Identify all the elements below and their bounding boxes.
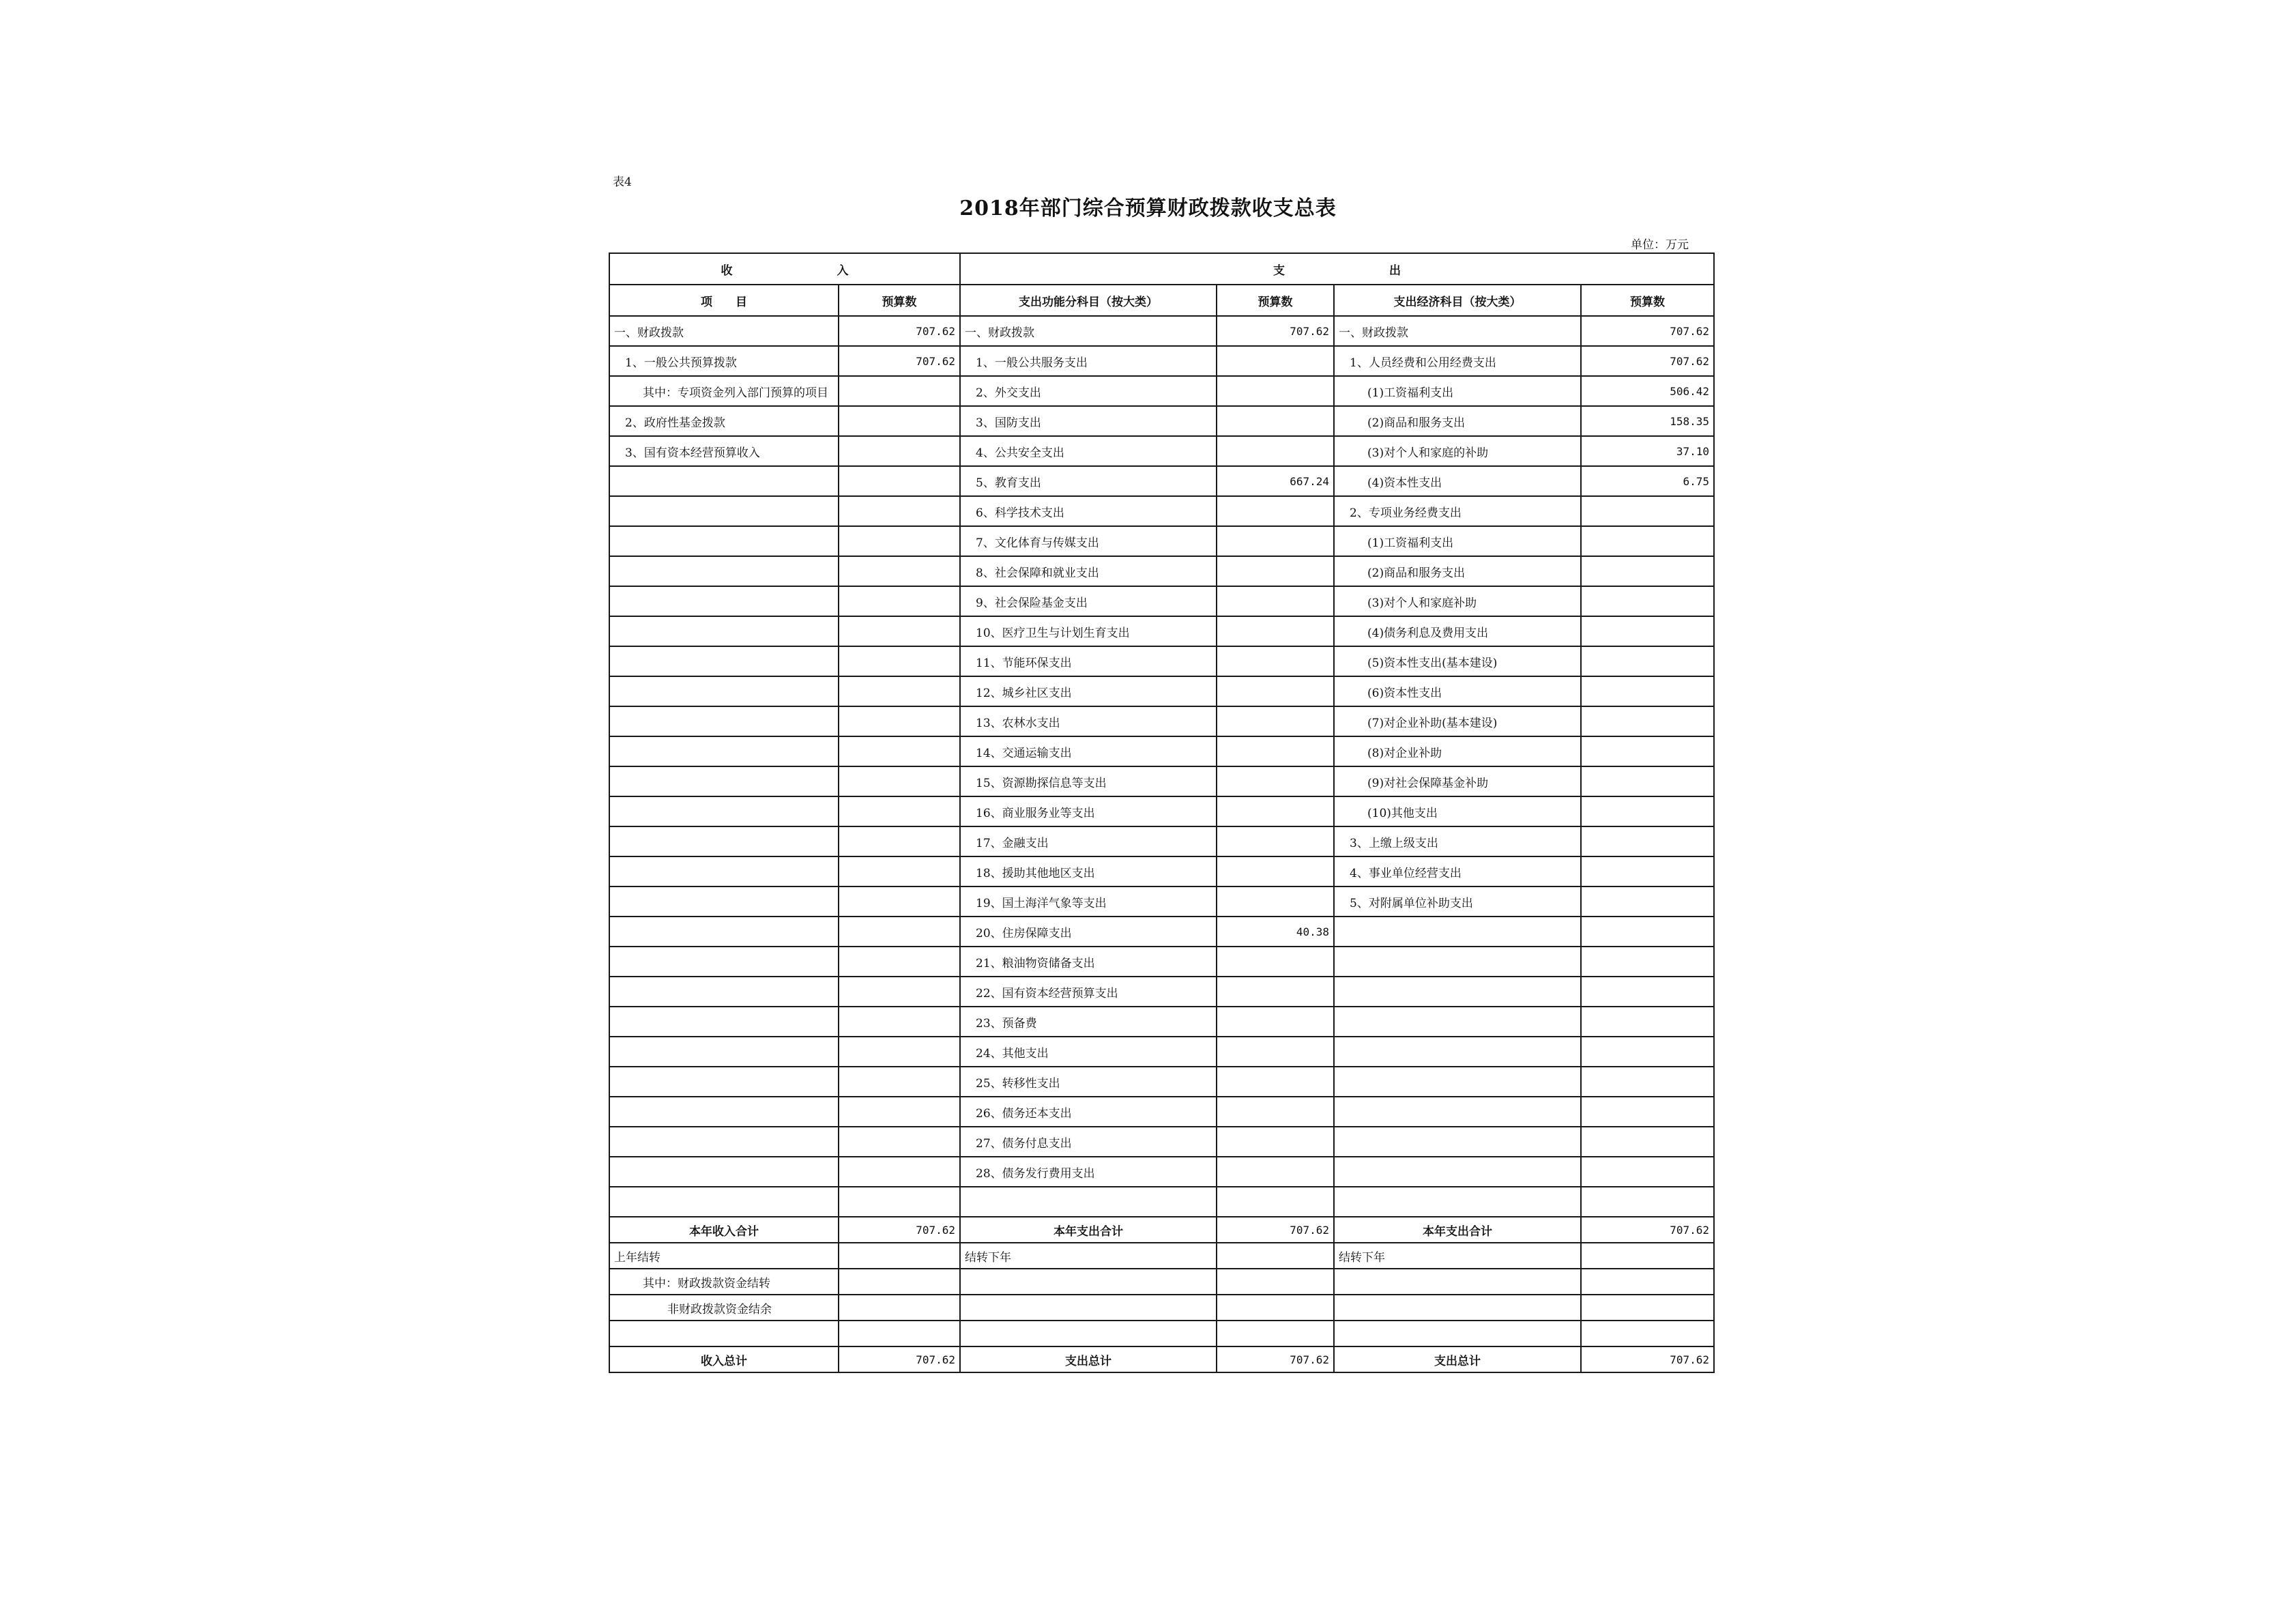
- economic-budget-cell: [1581, 977, 1714, 1007]
- function-subject-cell: 13、农林水支出: [960, 706, 1217, 736]
- economic-subject-cell: (5)资本性支出(基本建设): [1334, 646, 1581, 676]
- function-subject-cell: 10、医疗卫生与计划生育支出: [960, 616, 1217, 646]
- economic-budget-cell: [1581, 1187, 1714, 1217]
- income-item-cell: [609, 556, 839, 586]
- function-budget-cell: [1217, 376, 1334, 406]
- table-row: [609, 436, 1714, 466]
- economic-subject-cell: (8)对企业补助: [1334, 736, 1581, 766]
- table-row: [609, 826, 1714, 856]
- economic-budget-cell: [1581, 1007, 1714, 1037]
- budget-summary-table: [609, 253, 1715, 1373]
- income-budget-cell: [839, 1187, 960, 1217]
- function-subject-cell: 18、援助其他地区支出: [960, 856, 1217, 887]
- income-item-cell: [609, 826, 839, 856]
- function-subject-cell: 7、文化体育与传媒支出: [960, 526, 1217, 556]
- economic-budget-cell: [1581, 1157, 1714, 1187]
- table-row: [609, 616, 1714, 646]
- income-item-cell: [609, 1187, 839, 1217]
- economic-budget-cell: [1581, 706, 1714, 736]
- economic-budget-cell: 506.42: [1581, 376, 1714, 406]
- economic-budget-cell: [1581, 856, 1714, 887]
- income-budget-cell: [839, 676, 960, 706]
- table-row: [609, 736, 1714, 766]
- subtotal-row: [609, 1217, 1714, 1243]
- economic-budget-cell: [1581, 496, 1714, 526]
- function-subject-cell: 26、债务还本支出: [960, 1097, 1217, 1127]
- income-item-cell: [609, 616, 839, 646]
- economic-subject-cell: (10)其他支出: [1334, 796, 1581, 826]
- economic-subject-column-header: 支出经济科目（按大类）: [1334, 285, 1581, 316]
- prev-year-carry-label: 上年结转: [609, 1243, 839, 1269]
- economic-subject-cell: [1334, 947, 1581, 977]
- income-item-cell: 一、财政拨款: [609, 316, 839, 346]
- table-row: [609, 1037, 1714, 1067]
- economic-subject-cell: [1334, 917, 1581, 947]
- economic-subject-cell: (1)工资福利支出: [1334, 376, 1581, 406]
- table-row: [609, 796, 1714, 826]
- economic-budget-cell: [1581, 1067, 1714, 1097]
- economic-subject-cell: (7)对企业补助(基本建设): [1334, 706, 1581, 736]
- income-budget-cell: [839, 556, 960, 586]
- function-subject-cell: 19、国土海洋气象等支出: [960, 887, 1217, 917]
- income-budget-cell: [839, 1127, 960, 1157]
- income-item-cell: [609, 466, 839, 496]
- economic-budget-column-header: 预算数: [1581, 285, 1714, 316]
- income-budget-cell: [839, 406, 960, 436]
- function-subject-cell: 21、粮油物资储备支出: [960, 947, 1217, 977]
- income-budget-cell: [839, 856, 960, 887]
- economic-subject-cell: (3)对个人和家庭的补助: [1334, 436, 1581, 466]
- table-row: [609, 766, 1714, 796]
- economic-subject-cell: [1334, 1097, 1581, 1127]
- nonfiscal-balance-label: 非财政拨款资金结余: [609, 1295, 839, 1321]
- function-budget-cell: [1217, 826, 1334, 856]
- economic-subject-cell: 一、财政拨款: [1334, 316, 1581, 346]
- table-row: [609, 856, 1714, 887]
- income-item-cell: [609, 887, 839, 917]
- function-budget-cell: [1217, 1157, 1334, 1187]
- function-subject-cell: 8、社会保障和就业支出: [960, 556, 1217, 586]
- income-item-cell: [609, 1037, 839, 1067]
- function-budget-cell: 667.24: [1217, 466, 1334, 496]
- economic-subject-cell: [1334, 1007, 1581, 1037]
- income-item-cell: [609, 736, 839, 766]
- function-budget-cell: [1217, 436, 1334, 466]
- function-budget-cell: [1217, 947, 1334, 977]
- income-budget-cell: [839, 646, 960, 676]
- function-budget-cell: [1217, 646, 1334, 676]
- income-item-cell: 1、一般公共预算拨款: [609, 346, 839, 376]
- income-subtotal-value: 707.62: [839, 1217, 960, 1243]
- table-row: [609, 376, 1714, 406]
- income-item-cell: [609, 947, 839, 977]
- economic-budget-cell: [1581, 556, 1714, 586]
- economic-subject-cell: 3、上缴上级支出: [1334, 826, 1581, 856]
- function-subject-cell: 6、科学技术支出: [960, 496, 1217, 526]
- income-budget-cell: [839, 977, 960, 1007]
- next-year-carry-func-label: 结转下年: [960, 1243, 1217, 1269]
- income-budget-cell: [839, 586, 960, 616]
- function-budget-cell: [1217, 526, 1334, 556]
- income-total-value: 707.62: [839, 1346, 960, 1372]
- income-budget-cell: [839, 466, 960, 496]
- item-column-header: 项 目: [609, 285, 839, 316]
- income-budget-cell: [839, 1097, 960, 1127]
- economic-subject-cell: [1334, 977, 1581, 1007]
- economic-subtotal-label: 本年支出合计: [1334, 1217, 1581, 1243]
- income-budget-cell: [839, 917, 960, 947]
- next-year-carry-econ-label: 结转下年: [1334, 1243, 1581, 1269]
- document-title: 2018年部门综合预算财政拨款收支总表: [959, 197, 1337, 220]
- fiscal-carry-label: 其中：财政拨款资金结转: [609, 1269, 839, 1295]
- economic-subject-cell: 2、专项业务经费支出: [1334, 496, 1581, 526]
- function-budget-cell: [1217, 796, 1334, 826]
- income-item-cell: [609, 977, 839, 1007]
- function-subject-cell: 27、债务付息支出: [960, 1127, 1217, 1157]
- function-subject-cell: [960, 1187, 1217, 1217]
- table-row: [609, 1067, 1714, 1097]
- economic-total-value: 707.62: [1581, 1346, 1714, 1372]
- economic-subject-cell: (4)债务利息及费用支出: [1334, 616, 1581, 646]
- income-item-cell: [609, 496, 839, 526]
- economic-subject-cell: (9)对社会保障基金补助: [1334, 766, 1581, 796]
- economic-budget-cell: 158.35: [1581, 406, 1714, 436]
- income-item-cell: 其中：专项资金列入部门预算的项目: [609, 376, 839, 406]
- income-item-cell: [609, 1067, 839, 1097]
- table-row: [609, 977, 1714, 1007]
- function-budget-cell: [1217, 556, 1334, 586]
- income-budget-cell: [839, 436, 960, 466]
- economic-budget-cell: [1581, 796, 1714, 826]
- income-item-cell: [609, 646, 839, 676]
- income-section-header: 收 入: [609, 253, 960, 285]
- income-budget-cell: [839, 947, 960, 977]
- function-budget-cell: [1217, 1127, 1334, 1157]
- table-row: [609, 406, 1714, 436]
- function-subject-cell: 11、节能环保支出: [960, 646, 1217, 676]
- function-total-value: 707.62: [1217, 1346, 1334, 1372]
- function-budget-cell: [1217, 1187, 1334, 1217]
- economic-budget-cell: [1581, 676, 1714, 706]
- function-budget-cell: [1217, 977, 1334, 1007]
- function-budget-cell: [1217, 1097, 1334, 1127]
- income-budget-cell: 707.62: [839, 346, 960, 376]
- table-row: [609, 316, 1714, 346]
- economic-budget-cell: [1581, 1037, 1714, 1067]
- table-row: [609, 1097, 1714, 1127]
- economic-budget-cell: 6.75: [1581, 466, 1714, 496]
- carry-row: [609, 1295, 1714, 1321]
- income-total-label: 收入总计: [609, 1346, 839, 1372]
- function-budget-cell: [1217, 1007, 1334, 1037]
- income-item-cell: [609, 1097, 839, 1127]
- economic-budget-cell: [1581, 1097, 1714, 1127]
- income-item-cell: [609, 796, 839, 826]
- blank-row: [609, 1321, 1714, 1346]
- function-subject-cell: 14、交通运输支出: [960, 736, 1217, 766]
- economic-budget-cell: [1581, 646, 1714, 676]
- function-subject-cell: 22、国有资本经营预算支出: [960, 977, 1217, 1007]
- income-budget-cell: [839, 1037, 960, 1067]
- income-budget-cell: 707.62: [839, 316, 960, 346]
- function-subject-cell: 28、债务发行费用支出: [960, 1157, 1217, 1187]
- income-budget-cell: [839, 496, 960, 526]
- economic-subject-cell: (2)商品和服务支出: [1334, 406, 1581, 436]
- function-subject-cell: 12、城乡社区支出: [960, 676, 1217, 706]
- function-subject-cell: 9、社会保险基金支出: [960, 586, 1217, 616]
- function-subject-cell: 2、外交支出: [960, 376, 1217, 406]
- economic-subject-cell: [1334, 1037, 1581, 1067]
- economic-budget-cell: [1581, 887, 1714, 917]
- function-subtotal-value: 707.62: [1217, 1217, 1334, 1243]
- income-budget-cell: [839, 887, 960, 917]
- economic-budget-cell: 707.62: [1581, 316, 1714, 346]
- function-subject-cell: 5、教育支出: [960, 466, 1217, 496]
- table-row: [609, 1157, 1714, 1187]
- income-item-cell: [609, 706, 839, 736]
- economic-subject-cell: [1334, 1157, 1581, 1187]
- economic-budget-cell: [1581, 526, 1714, 556]
- economic-subject-cell: 1、人员经费和公用经费支出: [1334, 346, 1581, 376]
- function-subject-cell: 3、国防支出: [960, 406, 1217, 436]
- income-item-cell: [609, 766, 839, 796]
- economic-budget-cell: 707.62: [1581, 346, 1714, 376]
- economic-budget-cell: [1581, 947, 1714, 977]
- function-budget-cell: [1217, 736, 1334, 766]
- income-item-cell: [609, 676, 839, 706]
- economic-budget-cell: [1581, 766, 1714, 796]
- income-subtotal-label: 本年收入合计: [609, 1217, 839, 1243]
- table-number-label: 表4: [613, 175, 632, 189]
- table-row: [609, 346, 1714, 376]
- function-budget-cell: [1217, 346, 1334, 376]
- prev-year-carry-value: [839, 1243, 960, 1269]
- function-budget-cell: [1217, 616, 1334, 646]
- economic-budget-cell: [1581, 917, 1714, 947]
- income-item-cell: 3、国有资本经营预算收入: [609, 436, 839, 466]
- income-item-cell: 2、政府性基金拨款: [609, 406, 839, 436]
- income-item-cell: [609, 526, 839, 556]
- function-budget-column-header: 预算数: [1217, 285, 1334, 316]
- table-row: [609, 646, 1714, 676]
- table-section-header-row: [609, 253, 1714, 285]
- function-subject-cell: 17、金融支出: [960, 826, 1217, 856]
- table-row: [609, 1127, 1714, 1157]
- economic-subject-cell: (6)资本性支出: [1334, 676, 1581, 706]
- table-row: [609, 556, 1714, 586]
- function-budget-cell: [1217, 887, 1334, 917]
- function-budget-cell: [1217, 1037, 1334, 1067]
- function-subject-cell: 16、商业服务业等支出: [960, 796, 1217, 826]
- table-row: [609, 706, 1714, 736]
- function-budget-cell: [1217, 586, 1334, 616]
- function-subject-cell: 20、住房保障支出: [960, 917, 1217, 947]
- carry-row: [609, 1243, 1714, 1269]
- table-row: [609, 586, 1714, 616]
- income-budget-cell: [839, 796, 960, 826]
- income-budget-cell: [839, 1157, 960, 1187]
- function-budget-cell: 40.38: [1217, 917, 1334, 947]
- next-year-carry-econ-value: [1581, 1243, 1714, 1269]
- function-subject-cell: 23、预备费: [960, 1007, 1217, 1037]
- income-budget-cell: [839, 766, 960, 796]
- function-subject-cell: 24、其他支出: [960, 1037, 1217, 1067]
- function-budget-cell: [1217, 676, 1334, 706]
- function-budget-cell: [1217, 706, 1334, 736]
- income-budget-column-header: 预算数: [839, 285, 960, 316]
- function-subject-cell: 25、转移性支出: [960, 1067, 1217, 1097]
- economic-budget-cell: 37.10: [1581, 436, 1714, 466]
- function-subject-cell: 1、一般公共服务支出: [960, 346, 1217, 376]
- income-item-cell: [609, 856, 839, 887]
- economic-subject-cell: (2)商品和服务支出: [1334, 556, 1581, 586]
- table-column-header-row: [609, 285, 1714, 316]
- income-item-cell: [609, 586, 839, 616]
- unit-label: 单位：万元: [1631, 238, 1689, 252]
- economic-subject-cell: (3)对个人和家庭补助: [1334, 586, 1581, 616]
- next-year-carry-func-value: [1217, 1243, 1334, 1269]
- income-budget-cell: [839, 1067, 960, 1097]
- table-row: [609, 887, 1714, 917]
- income-budget-cell: [839, 526, 960, 556]
- table-row: [609, 466, 1714, 496]
- income-budget-cell: [839, 1007, 960, 1037]
- income-budget-cell: [839, 706, 960, 736]
- economic-subject-cell: [1334, 1067, 1581, 1097]
- function-budget-cell: [1217, 1067, 1334, 1097]
- income-item-cell: [609, 1127, 839, 1157]
- table-row: [609, 1007, 1714, 1037]
- economic-budget-cell: [1581, 616, 1714, 646]
- economic-budget-cell: [1581, 1127, 1714, 1157]
- economic-budget-cell: [1581, 736, 1714, 766]
- function-subject-cell: 一、财政拨款: [960, 316, 1217, 346]
- economic-subject-cell: [1334, 1187, 1581, 1217]
- function-subject-column-header: 支出功能分科目（按大类）: [960, 285, 1217, 316]
- table-row: [609, 917, 1714, 947]
- income-budget-cell: [839, 736, 960, 766]
- income-budget-cell: [839, 616, 960, 646]
- income-item-cell: [609, 1157, 839, 1187]
- function-budget-cell: [1217, 766, 1334, 796]
- function-subject-cell: 4、公共安全支出: [960, 436, 1217, 466]
- economic-subject-cell: (4)资本性支出: [1334, 466, 1581, 496]
- economic-subtotal-value: 707.62: [1581, 1217, 1714, 1243]
- function-budget-cell: [1217, 856, 1334, 887]
- function-subject-cell: 15、资源勘探信息等支出: [960, 766, 1217, 796]
- carry-row: [609, 1269, 1714, 1295]
- economic-subject-cell: 5、对附属单位补助支出: [1334, 887, 1581, 917]
- function-budget-cell: [1217, 496, 1334, 526]
- table-row: [609, 947, 1714, 977]
- income-budget-cell: [839, 826, 960, 856]
- function-total-label: 支出总计: [960, 1346, 1217, 1372]
- economic-subject-cell: (1)工资福利支出: [1334, 526, 1581, 556]
- function-subtotal-label: 本年支出合计: [960, 1217, 1217, 1243]
- economic-subject-cell: [1334, 1127, 1581, 1157]
- economic-budget-cell: [1581, 826, 1714, 856]
- economic-subject-cell: 4、事业单位经营支出: [1334, 856, 1581, 887]
- table-row: [609, 526, 1714, 556]
- table-row: [609, 676, 1714, 706]
- table-row: [609, 1187, 1714, 1217]
- expense-section-header: 支 出: [960, 253, 1714, 285]
- income-item-cell: [609, 917, 839, 947]
- income-budget-cell: [839, 376, 960, 406]
- grand-total-row: [609, 1346, 1714, 1372]
- income-item-cell: [609, 1007, 839, 1037]
- function-budget-cell: 707.62: [1217, 316, 1334, 346]
- function-budget-cell: [1217, 406, 1334, 436]
- table-row: [609, 496, 1714, 526]
- economic-total-label: 支出总计: [1334, 1346, 1581, 1372]
- economic-budget-cell: [1581, 586, 1714, 616]
